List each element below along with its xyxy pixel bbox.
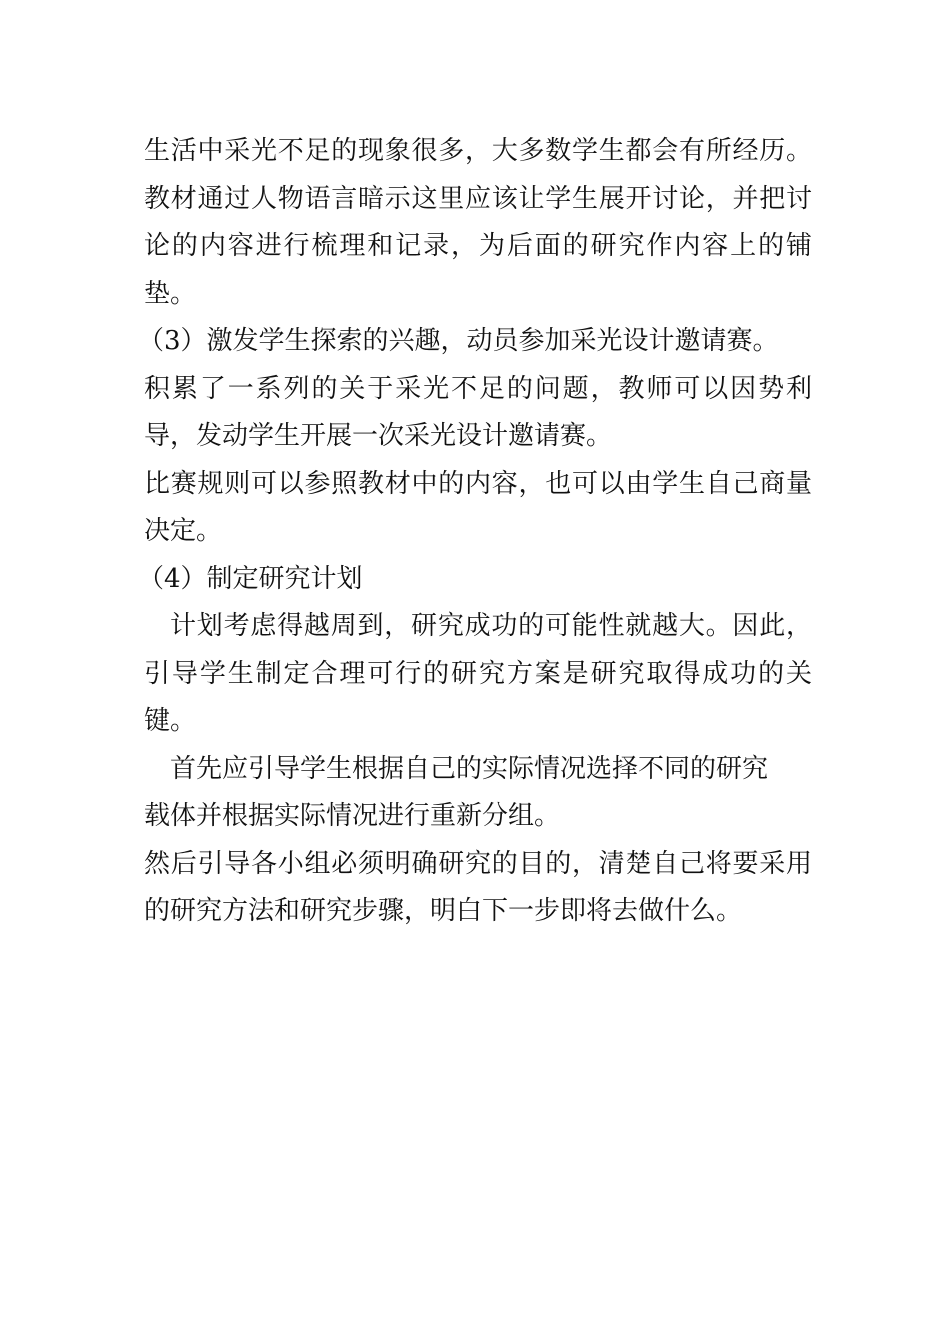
paragraph-plan-importance: 计划考虑得越周到，研究成功的可能性就越大。因此，引导学生制定合理可行的研究方案是研究取得成功的关键。 — [144, 611, 812, 736]
paragraph-accumulated-problems: 积累了一系列的关于采光不足的问题，教师可以因势利导，发动学生开展一次采光设计邀请赛。 — [144, 373, 812, 451]
paragraph-lighting-phenomenon: 生活中采光不足的现象很多，大多数学生都会有所经历。教材通过人物语言暗示这里应该让学生展开讨论，并把讨论的内容进行梳理和记录，为后面的研究作内容上的铺垫。 — [144, 136, 812, 309]
paragraph-competition-rules: 比赛规则可以参照教材中的内容，也可以由学生自己商量决定。 — [144, 468, 812, 546]
paragraph-research-goals: 然后引导各小组必须明确研究的目的，清楚自己将要采用的研究方法和研究步骤，明白下一步即将去做什么。 — [144, 848, 812, 926]
paragraph-regrouping: 首先应引导学生根据自己的实际情况选择不同的研究载体并根据实际情况进行重新分组。 — [144, 753, 769, 831]
heading-step-3: （3）激发学生探索的兴趣，动员参加采光设计邀请赛。 — [138, 326, 779, 356]
document-body — [138, 128, 812, 936]
heading-step-4: （4）制定研究计划 — [138, 563, 363, 594]
